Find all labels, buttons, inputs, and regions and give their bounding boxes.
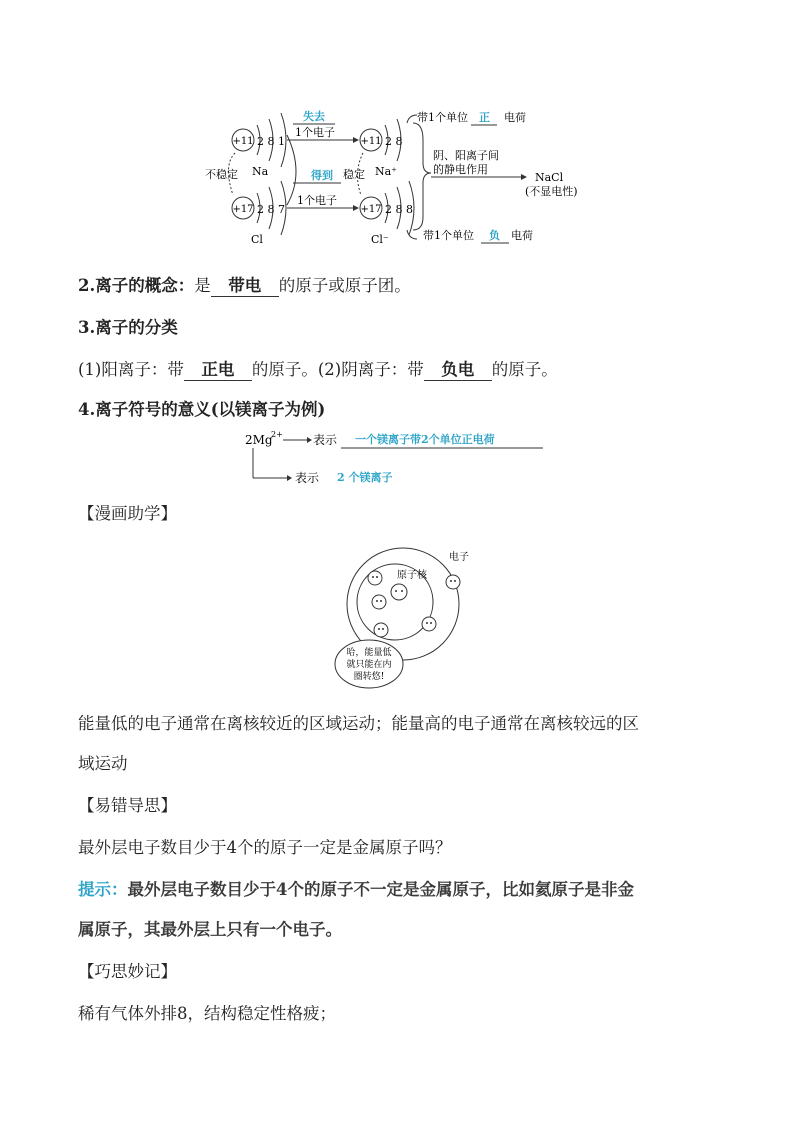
cl-shells: 2 8 7 — [257, 203, 285, 216]
mg-charge: 2+ — [271, 430, 283, 439]
memo-line: 稀有气体外排8，结构稳定性格疲； — [78, 1004, 336, 1023]
section-2-post: 的原子或原子团。 — [278, 276, 411, 295]
na-shells: 2 8 1 — [257, 135, 285, 148]
na-ion-shells: 2 8 — [385, 135, 403, 148]
electron-label: 电子 — [449, 552, 469, 563]
product-note: (不显电性) — [525, 185, 578, 198]
nucleus-particle-1 — [368, 571, 382, 585]
mistake-question: 最外层电子数目少于4个的原子一定是金属原子吗？ — [78, 838, 452, 857]
inner-electron — [374, 623, 388, 637]
na-nucleus-label: +11 — [232, 136, 254, 147]
section-2-heading: 2.离子的概念： — [78, 276, 195, 295]
na-ion-nucleus-label: +11 — [360, 136, 382, 147]
stable-label: 稳定 — [343, 168, 365, 181]
mg-symbol: 2Mg — [245, 433, 273, 447]
product-label: NaCl — [535, 171, 564, 184]
neg-charge-prefix: 带1个单位 — [423, 229, 474, 242]
na-label: Na — [252, 165, 269, 178]
hint-text-1: 最外层电子数目少于4个的原子不一定是金属原子，比如氦原子是非金 — [127, 880, 634, 899]
mg-meaning-2: 2 个镁离子 — [337, 471, 393, 484]
neg-charge-fill: 负 — [489, 229, 500, 242]
section-2-pre: 是 — [194, 276, 211, 295]
gain-label: 得到 — [311, 169, 333, 182]
na-ion-label: Na⁺ — [375, 165, 397, 178]
section-3-classes — [78, 356, 558, 381]
nucleus-particle-2 — [391, 584, 407, 600]
lose-electron-label: 1个电子 — [295, 126, 335, 139]
anion-pre: (2)阴离子：带 — [317, 360, 424, 379]
speech-line-2: 就只能在内 — [346, 660, 392, 670]
mistake-hint-line-1 — [78, 876, 634, 900]
comic-section-label: 【漫画助学】 — [78, 504, 177, 523]
comic-illustration — [325, 540, 485, 690]
cation-post: 的原子。 — [251, 360, 318, 379]
section-2-line — [78, 272, 411, 297]
cation-pre: (1)阳离子：带 — [78, 360, 184, 379]
nucleus-label: 原子核 — [397, 570, 427, 581]
anion-post: 的原子。 — [491, 360, 558, 379]
electron-2 — [422, 617, 436, 631]
cl-ion-shells: 2 8 8 — [385, 203, 413, 216]
cl-ion-label: Cl⁻ — [371, 233, 389, 246]
cl-ion-nucleus-label: +17 — [360, 204, 382, 215]
memo-section-label: 【巧思妙记】 — [78, 962, 177, 981]
mg-represents-1: 表示 — [313, 433, 338, 447]
neg-charge-suffix: 电荷 — [511, 229, 533, 242]
lose-label: 失去 — [303, 110, 325, 123]
mg-meaning-1: 一个镁离子带2个单位正电荷 — [355, 433, 495, 446]
cl-nucleus-label: +17 — [232, 204, 254, 215]
outer-electron — [446, 575, 460, 589]
pos-charge-prefix: 带1个单位 — [417, 111, 468, 124]
unstable-label: 不稳定 — [205, 168, 238, 181]
speech-line-3: 圈转悠! — [353, 672, 385, 682]
section-4-heading: 4.离子符号的意义(以镁离子为例) — [78, 400, 326, 419]
interaction-line2: 的静电作用 — [433, 163, 488, 176]
anion-fill: 负电 — [424, 356, 492, 381]
mg-ion-diagram — [245, 428, 555, 490]
gain-electron-label: 1个电子 — [297, 194, 337, 207]
mistake-section-label: 【易错导思】 — [78, 796, 177, 815]
cation-fill: 正电 — [184, 356, 252, 381]
comic-text-line-2: 域运动 — [78, 754, 128, 773]
comic-text-line-1: 能量低的电子通常在离核较近的区域运动；能量高的电子通常在离核较远的区 — [78, 714, 639, 733]
nucleus-particle-3 — [372, 595, 386, 609]
section-3-heading: 3.离子的分类 — [78, 318, 178, 337]
pos-charge-suffix: 电荷 — [504, 111, 526, 124]
section-2-fill: 带电 — [211, 272, 279, 297]
speech-line-1: 哈，能量低 — [346, 648, 392, 658]
nacl-formation-diagram — [195, 105, 595, 250]
pos-charge-fill: 正 — [479, 111, 490, 124]
mg-represents-2: 表示 — [295, 471, 320, 485]
cl-label: Cl — [251, 233, 263, 246]
mistake-hint-line-2: 属原子，其最外层上只有一个电子。 — [78, 920, 342, 939]
interaction-line1: 阴、阳离子间 — [433, 149, 499, 162]
hint-label: 提示： — [78, 880, 128, 899]
